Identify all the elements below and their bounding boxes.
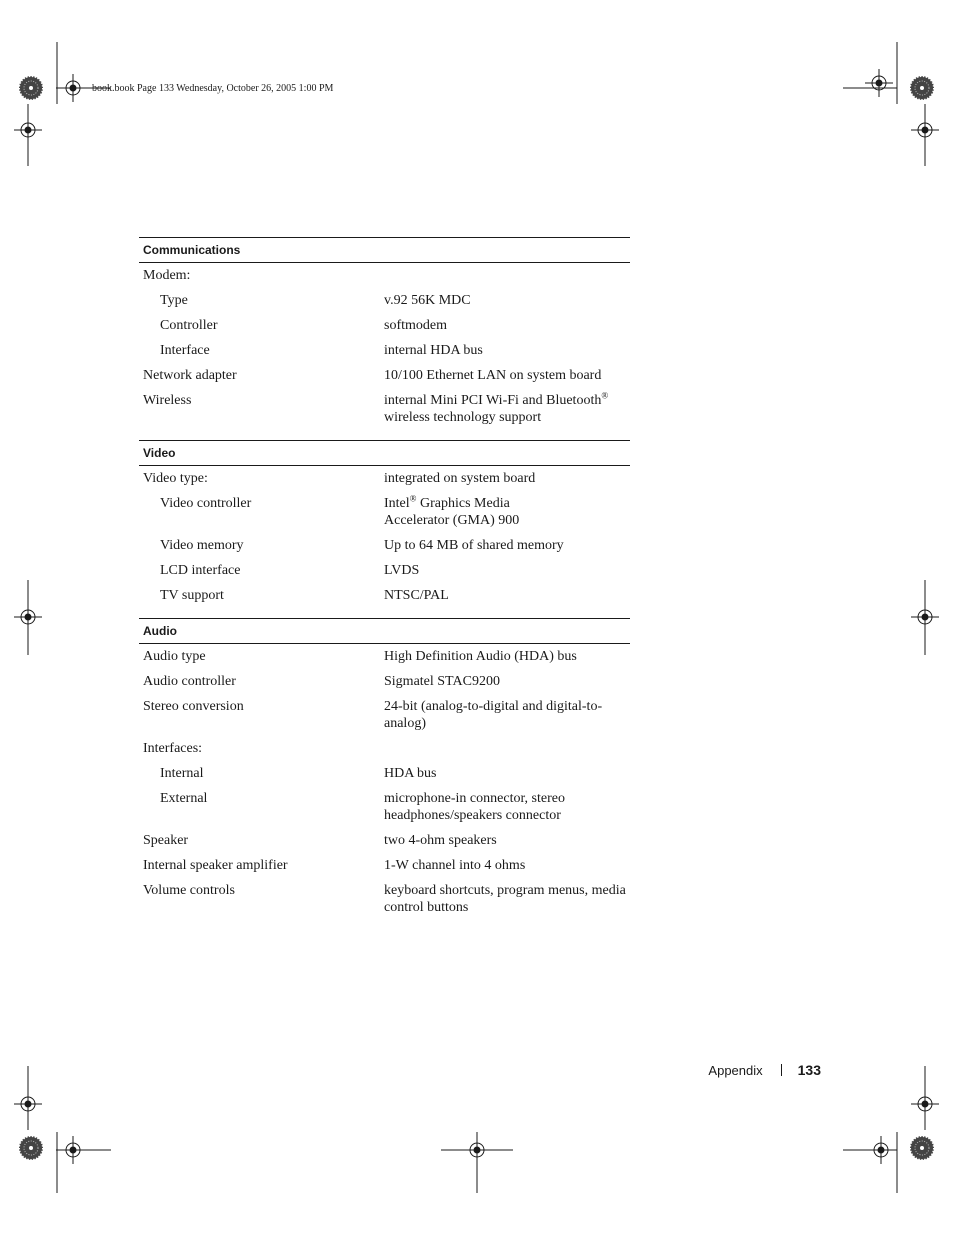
spec-label: Stereo conversion: [143, 699, 244, 714]
spec-label: Internal: [160, 766, 204, 781]
page-footer: [708, 1062, 821, 1078]
table-row: [139, 736, 630, 761]
table-row: [139, 363, 630, 388]
spec-value: v.92 56K MDC: [384, 293, 471, 308]
table-row: [139, 761, 630, 786]
spec-value: internal HDA bus: [384, 343, 483, 358]
spec-value: HDA bus: [384, 766, 437, 781]
spec-label: Internal speaker amplifier: [143, 858, 288, 873]
section-header-audio: [139, 619, 630, 644]
spec-label: Video type:: [143, 471, 208, 486]
spec-label: Audio type: [143, 649, 206, 664]
section-title: Communications: [139, 238, 630, 263]
value-text: keyboard shortcuts, program menus, media: [384, 883, 626, 898]
spec-label: LCD interface: [160, 563, 241, 578]
value-text: Graphics Media: [416, 496, 510, 511]
spec-value: Sigmatel STAC9200: [384, 674, 500, 689]
spec-label: Video memory: [160, 538, 244, 553]
spec-value: LVDS: [384, 563, 420, 578]
table-row: [139, 313, 630, 338]
table-row: [139, 694, 630, 736]
print-slug-line: book.book Page 133 Wednesday, October 26, 2005 1:00 PM: [92, 83, 334, 94]
footer-separator: [781, 1064, 782, 1076]
spec-value: NTSC/PAL: [384, 588, 449, 603]
spec-value: Up to 64 MB of shared memory: [384, 538, 564, 553]
section-header-video: [139, 441, 630, 466]
spec-label: Speaker: [143, 833, 189, 848]
table-row: [139, 644, 630, 670]
table-row: [139, 288, 630, 313]
table-row: [139, 533, 630, 558]
spec-label: Wireless: [143, 393, 192, 408]
spec-value: [380, 388, 630, 441]
table-row: [139, 466, 630, 492]
spec-label: Type: [160, 293, 188, 308]
table-row: [139, 878, 630, 920]
table-row: [139, 491, 630, 533]
table-row: [139, 338, 630, 363]
spec-label: Interface: [160, 343, 210, 358]
spec-value: 10/100 Ethernet LAN on system board: [384, 368, 602, 383]
spec-value: [380, 263, 630, 289]
table-row: [139, 263, 630, 289]
spec-label: Controller: [160, 318, 218, 333]
spec-value: integrated on system board: [384, 471, 536, 486]
spec-value: softmodem: [384, 318, 447, 333]
spec-value: 1-W channel into 4 ohms: [384, 858, 526, 873]
registered-mark: ®: [601, 390, 609, 401]
table-row: [139, 388, 630, 441]
table-row: [139, 669, 630, 694]
table-row: [139, 786, 630, 828]
registered-mark: ®: [409, 493, 417, 504]
table-row: [139, 853, 630, 878]
page-number: 133: [797, 1062, 821, 1078]
section-title: Video: [139, 441, 630, 466]
spec-value: [380, 736, 630, 761]
spec-value: [380, 878, 630, 920]
value-text: 24-bit (analog-to-digital and digital-to-: [384, 699, 603, 714]
spec-label: Video controller: [160, 496, 252, 511]
table-row: [139, 828, 630, 853]
spec-value: High Definition Audio (HDA) bus: [384, 649, 577, 664]
value-text: headphones/speakers connector: [384, 808, 561, 823]
spec-value: two 4-ohm speakers: [384, 833, 497, 848]
spec-label: Volume controls: [143, 883, 235, 898]
spec-value: [380, 694, 630, 736]
value-text: wireless technology support: [384, 410, 542, 425]
spec-label: TV support: [160, 588, 224, 603]
table-row: [139, 558, 630, 583]
section-title: Audio: [139, 619, 630, 644]
value-text: control buttons: [384, 900, 469, 915]
value-text: microphone-in connector, stereo: [384, 791, 565, 806]
spec-label: Audio controller: [143, 674, 236, 689]
spec-value: [380, 786, 630, 828]
spec-label: Network adapter: [143, 368, 237, 383]
section-header-communications: [139, 238, 630, 263]
value-text: analog): [384, 716, 426, 731]
spec-label: Interfaces:: [143, 741, 203, 756]
value-text: Accelerator (GMA) 900: [384, 513, 520, 528]
spec-value: [380, 491, 630, 533]
value-text: internal Mini PCI Wi-Fi and Bluetooth: [384, 393, 602, 408]
value-text: Intel: [384, 496, 410, 511]
spec-label: External: [160, 791, 208, 806]
specifications-table: [139, 237, 630, 920]
table-row: [139, 583, 630, 619]
footer-section-name: Appendix: [708, 1063, 763, 1078]
spec-label: Modem:: [143, 268, 191, 283]
